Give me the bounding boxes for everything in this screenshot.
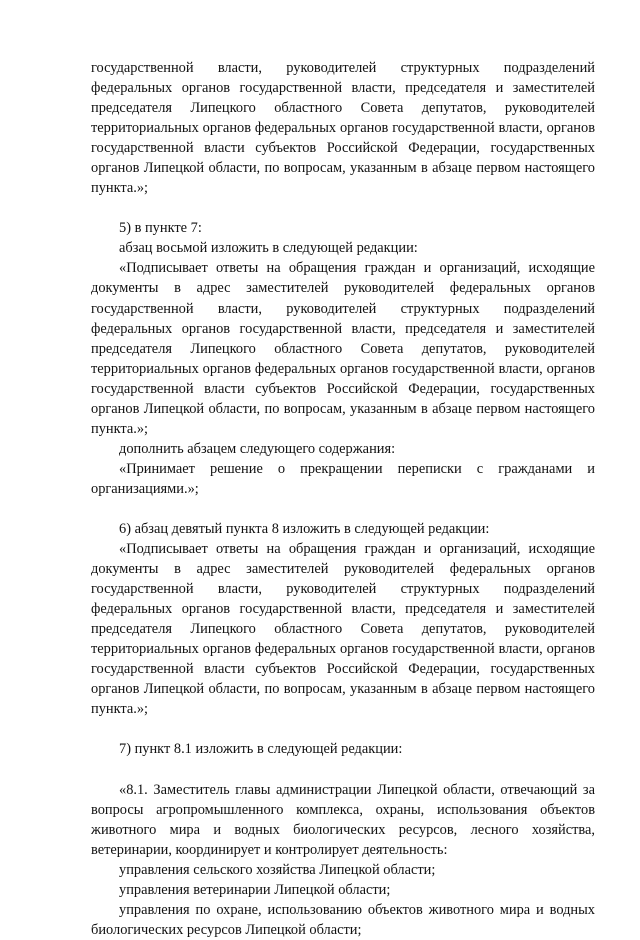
- paragraph-gap: [91, 198, 595, 218]
- list-item-agriculture: управления сельского хозяйства Липецкой области;: [119, 861, 436, 878]
- paragraph-continuation: государственной власти, руководителей структурных подразделений федеральных органов государственной власти, председателя и заместителей председателя Липецкого областного Совета депутатов, руководителей территориальных органов федеральных органов государственной власти, органов государственной власти субъектов Российской Федерации, государственных органов Липецкой области, по вопросам, указанным в абзаце первом настоящего пункта.»;: [91, 60, 595, 197]
- list-item-veterinary: управления ветеринарии Липецкой области;: [119, 881, 391, 898]
- item-6-heading: 6) абзац девятый пункта 8 изложить в следующей редакции:: [119, 520, 490, 537]
- item-7-heading: 7) пункт 8.1 изложить в следующей редакции:: [119, 741, 403, 758]
- item-5-instruction: абзац восьмой изложить в следующей редакции:: [119, 240, 418, 257]
- paragraph-gap: [91, 719, 595, 739]
- paragraph-gap: [91, 499, 595, 519]
- paragraph-gap: [91, 760, 595, 780]
- item-5-quoted-text: «Подписывает ответы на обращения граждан и организаций, исходящие документы в адрес заместителей руководителей федеральных органов государственной власти, руководителей структурных подразделений федеральных органов государственной власти, председателя и заместителей председателя Липецкого областного Совета депутатов, руководителей территориальных органов федеральных органов государственной власти, органов государственной власти субъектов Российской Федерации, государственных органов Липецкой области, по вопросам, указанным в абзаце первом настоящего пункта.»;: [91, 260, 595, 437]
- list-item-wildlife: управления по охране, использованию объектов животного мира и водных биологических ресурсов Липецкой области;: [91, 901, 595, 938]
- item-5-addition-text: «Принимает решение о прекращении переписки с гражданами и организациями.»;: [91, 460, 595, 497]
- item-8-1-text: «8.1. Заместитель главы администрации Липецкой области, отвечающий за вопросы агропромышленного комплекса, охраны, использования объектов животного мира и водных биологических ресурсов, лесного хозяйства, ветеринарии, координирует и контролирует деятельность:: [91, 781, 595, 858]
- item-5-heading: 5) в пункте 7:: [119, 220, 202, 237]
- item-6-quoted-text: «Подписывает ответы на обращения граждан и организаций, исходящие документы в адрес заместителей руководителей федеральных органов государственной власти, руководителей структурных подразделений федеральных органов государственной власти, председателя и заместителей председателя Липецкого областного Совета депутатов, руководителей территориальных органов федеральных органов государственной власти, органов государственной власти субъектов Российской Федерации, государственных органов Липецкой области, по вопросам, указанным в абзаце первом настоящего пункта.»;: [91, 541, 595, 718]
- document-page: [91, 58, 595, 940]
- item-5-addition-instruction: дополнить абзацем следующего содержания:: [119, 440, 396, 457]
